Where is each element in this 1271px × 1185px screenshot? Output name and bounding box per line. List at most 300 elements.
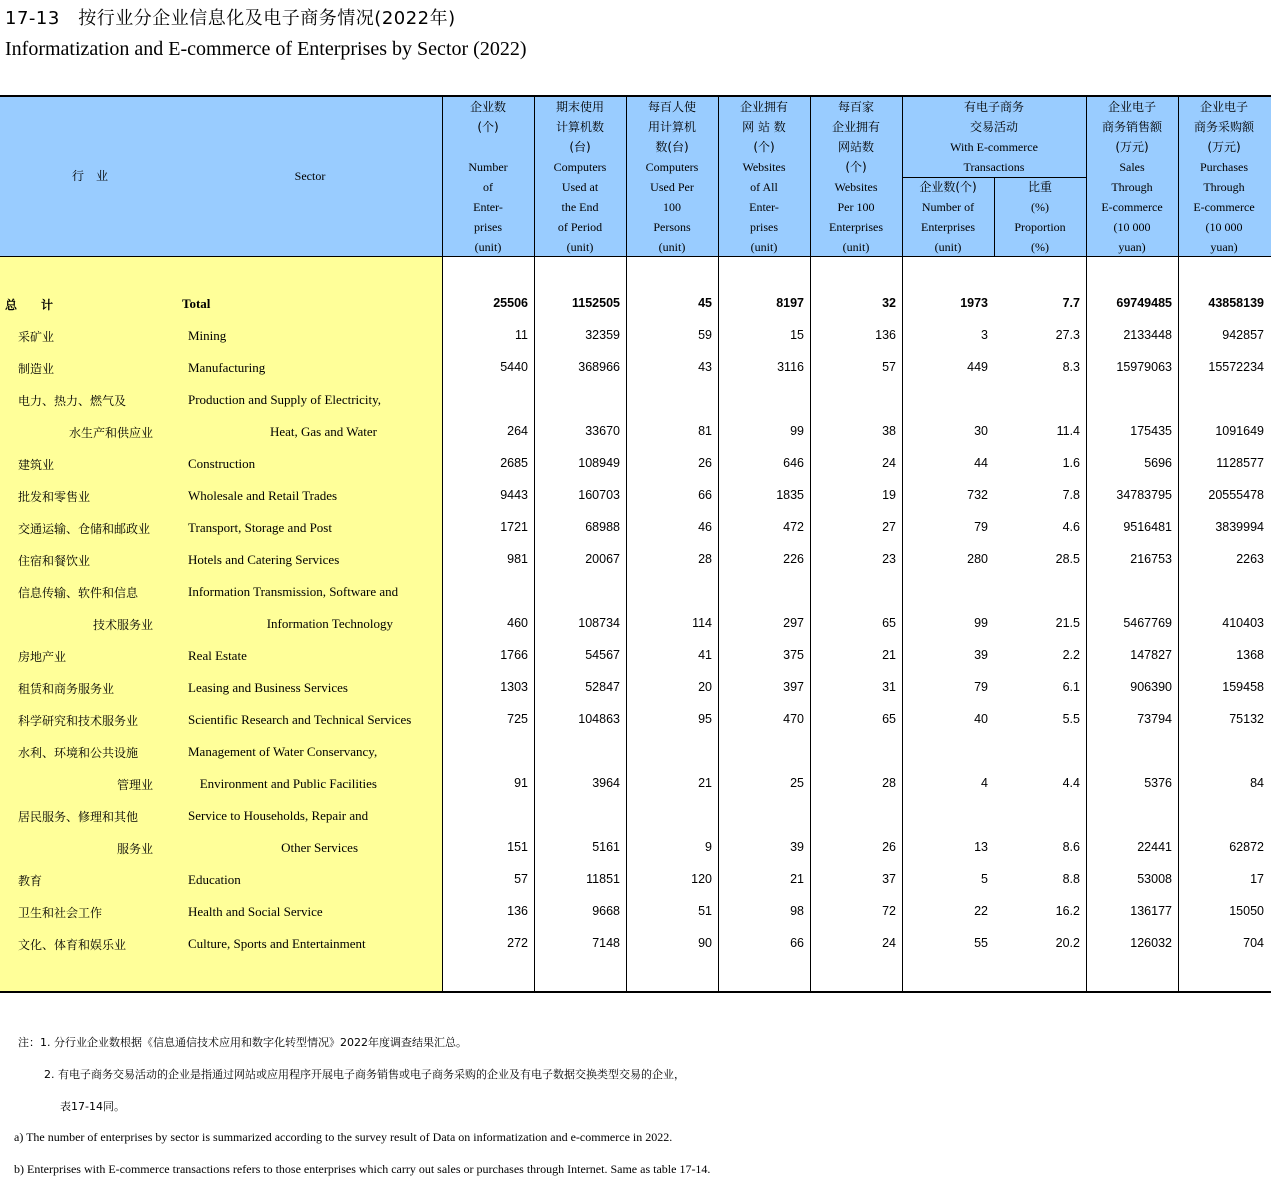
cell-value: 91 — [514, 776, 528, 790]
cell-value: 39 — [790, 840, 804, 854]
row-label-cn: 电力、热力、燃气及 — [18, 394, 127, 408]
cell-value: 43 — [698, 360, 712, 374]
cell-value: 32359 — [585, 328, 620, 342]
cell-value: 27 — [882, 520, 896, 534]
cell-value: 11 — [515, 328, 528, 342]
header-col-2 — [626, 97, 718, 257]
table-row — [0, 833, 1271, 865]
row-label-en: Culture, Sports and Entertainment — [188, 936, 366, 951]
cell-value: 65 — [882, 712, 896, 726]
header-col-4-line: Per 100 — [837, 200, 875, 214]
row-label-cn: 科学研究和技术服务业 — [18, 714, 139, 728]
header-col-0-line: of — [483, 180, 493, 194]
cell-value: 15 — [790, 328, 804, 342]
cell-value: 98 — [790, 904, 804, 918]
header-ecom-proportion-line: Proportion — [1014, 220, 1066, 234]
header-col-2-line: 用计算机 — [647, 120, 696, 134]
cell-value: 99 — [790, 424, 804, 438]
cell-value: 704 — [1243, 936, 1264, 950]
cell-value: 104863 — [578, 712, 620, 726]
table-row — [0, 577, 1271, 609]
header-col-4-line: 每百家 — [837, 100, 874, 114]
cell-value: 160703 — [578, 488, 620, 502]
header-col-1-line: Computers — [553, 160, 607, 174]
cell-value: 99 — [974, 616, 988, 630]
header-ecom-group-line: With E-commerce — [950, 140, 1038, 154]
table-row — [0, 545, 1271, 577]
header-col-purchases-line: Through — [1203, 180, 1245, 194]
cell-value: 24 — [882, 456, 896, 470]
table-row — [0, 609, 1271, 641]
row-label-cn: 租赁和商务服务业 — [18, 682, 115, 696]
cell-value: 79 — [974, 520, 988, 534]
cell-value: 66 — [790, 936, 804, 950]
table-row — [0, 641, 1271, 673]
cell-value: 272 — [507, 936, 528, 950]
cell-value: 30 — [974, 424, 988, 438]
cell-value: 297 — [783, 616, 804, 630]
cell-value: 21 — [882, 648, 896, 662]
cell-value: 15050 — [1229, 904, 1264, 918]
header-col-2-line: 每百人使 — [647, 100, 696, 114]
cell-value: 5 — [981, 872, 988, 886]
cell-value: 5161 — [592, 840, 620, 854]
cell-value: 8.8 — [1062, 872, 1080, 886]
row-label-en: Service to Households, Repair and — [188, 808, 369, 823]
cell-value: 90 — [698, 936, 712, 950]
header-ecom-proportion — [994, 177, 1086, 257]
cell-value: 5.5 — [1062, 712, 1080, 726]
cell-value: 28.5 — [1055, 552, 1080, 566]
header-col-3-line: (个) — [753, 140, 775, 154]
cell-value: 20 — [698, 680, 712, 694]
table-row — [0, 897, 1271, 929]
header-col-0 — [442, 97, 534, 257]
header-col-3-line: 网 站 数 — [742, 120, 786, 134]
row-label-cn: 教育 — [18, 874, 43, 888]
header-col-purchases — [1178, 97, 1270, 257]
header-ecom-group-line: Transactions — [963, 160, 1025, 174]
cell-value: 2.2 — [1062, 648, 1080, 662]
header-col-purchases-line: 商务采购额 — [1193, 120, 1254, 134]
cell-value: 264 — [507, 424, 528, 438]
header-col-purchases-line: (10 000 — [1205, 220, 1243, 234]
header-ecom-group-line: 交易活动 — [969, 120, 1018, 134]
header-col-0-line: (个) — [477, 120, 499, 134]
cell-value: 375 — [783, 648, 804, 662]
cell-value: 1721 — [500, 520, 528, 534]
cell-value: 65 — [882, 616, 896, 630]
cell-value: 27.3 — [1055, 328, 1080, 342]
cell-value: 21 — [790, 872, 804, 886]
cell-value: 25 — [790, 776, 804, 790]
table-row — [0, 481, 1271, 513]
row-label-en: Other Services — [281, 840, 358, 855]
row-label-en: Total — [182, 296, 211, 311]
cell-value: 280 — [967, 552, 988, 566]
cell-value: 51 — [698, 904, 712, 918]
cell-value: 59 — [698, 328, 712, 342]
header-ecom-proportion-line: (%) — [1031, 240, 1049, 254]
cell-value: 1303 — [500, 680, 528, 694]
row-label-cn: 文化、体育和娱乐业 — [18, 938, 127, 952]
cell-value: 1973 — [960, 296, 988, 310]
cell-value: 1091649 — [1215, 424, 1264, 438]
table-row — [0, 769, 1271, 801]
cell-value: 9443 — [500, 488, 528, 502]
header-col-sales — [1086, 97, 1178, 257]
cell-value: 4.6 — [1062, 520, 1080, 534]
header-col-4 — [810, 97, 902, 257]
cell-value: 175435 — [1130, 424, 1172, 438]
header-col-4-line: Enterprises — [829, 220, 883, 234]
cell-value: 120 — [691, 872, 712, 886]
table-row — [0, 737, 1271, 769]
header-col-1-line: of Period — [557, 220, 603, 234]
row-label-en: Management of Water Conservancy, — [188, 744, 378, 759]
cell-value: 81 — [698, 424, 712, 438]
row-label-en: Real Estate — [188, 648, 247, 663]
header-col-sales-line: (万元) — [1115, 140, 1149, 154]
cell-value: 79 — [974, 680, 988, 694]
cell-value: 3964 — [592, 776, 620, 790]
row-label-en: Production and Supply of Electricity, — [188, 392, 382, 407]
header-col-sales-line: E-commerce — [1101, 200, 1163, 214]
cell-value: 54567 — [585, 648, 620, 662]
cell-value: 1.6 — [1062, 456, 1080, 470]
header-col-3-line: (unit) — [750, 240, 778, 254]
cell-value: 7148 — [592, 936, 620, 950]
row-label-en: Manufacturing — [188, 360, 266, 375]
cell-value: 57 — [514, 872, 528, 886]
header-col-2-line: Computers — [645, 160, 699, 174]
header-col-0-line: Enter- — [473, 200, 503, 214]
cell-value: 21 — [698, 776, 712, 790]
cell-value: 22441 — [1137, 840, 1172, 854]
cell-value: 1766 — [500, 648, 528, 662]
row-label-cn: 卫生和社会工作 — [18, 906, 103, 920]
cell-value: 449 — [967, 360, 988, 374]
header-ecom-proportion-line: (%) — [1031, 200, 1049, 214]
row-label-en: Leasing and Business Services — [188, 680, 348, 695]
cell-value: 3839994 — [1215, 520, 1264, 534]
table-row — [0, 801, 1271, 833]
header-ecom-group-line: 有电子商务 — [963, 100, 1024, 114]
cell-value: 8197 — [776, 296, 804, 310]
row-label-cn: 管理业 — [116, 778, 153, 792]
cell-value: 1152505 — [572, 296, 620, 310]
header-col-4-line: (unit) — [842, 240, 870, 254]
header-col-0-line — [442, 137, 534, 157]
cell-value: 13 — [974, 840, 988, 854]
header-col-1-line: 计算机数 — [555, 120, 604, 134]
table-row — [0, 865, 1271, 897]
cell-value: 20067 — [585, 552, 620, 566]
header-industry-cn: 行 业 — [71, 169, 108, 183]
header-col-3 — [718, 97, 810, 257]
cell-value: 53008 — [1137, 872, 1172, 886]
row-label-cn: 水生产和供应业 — [68, 426, 153, 440]
cell-value: 95 — [698, 712, 712, 726]
cell-value: 5467769 — [1123, 616, 1172, 630]
cell-value: 906390 — [1130, 680, 1172, 694]
header-col-sales-line: (10 000 — [1113, 220, 1151, 234]
cell-value: 732 — [967, 488, 988, 502]
cell-value: 8.6 — [1062, 840, 1080, 854]
header-col-1-line: (unit) — [566, 240, 594, 254]
cell-value: 216753 — [1130, 552, 1172, 566]
row-label-cn: 采矿业 — [18, 330, 55, 344]
row-label-en: Construction — [188, 456, 256, 471]
cell-value: 2133448 — [1123, 328, 1172, 342]
ecom-sub-divider — [994, 177, 995, 256]
row-label-cn: 交通运输、仓储和邮政业 — [18, 522, 151, 536]
cell-value: 410403 — [1222, 616, 1264, 630]
row-label-cn: 技术服务业 — [92, 618, 153, 632]
row-label-cn: 房地产业 — [18, 650, 67, 664]
table-row — [0, 417, 1271, 449]
header-col-purchases-line: 企业电子 — [1199, 100, 1248, 114]
cell-value: 17 — [1250, 872, 1264, 886]
header-ecom-count-line: Number of — [921, 200, 975, 214]
cell-value: 108949 — [578, 456, 620, 470]
cell-value: 15979063 — [1116, 360, 1172, 374]
cell-value: 16.2 — [1055, 904, 1080, 918]
cell-value: 5696 — [1144, 456, 1172, 470]
row-label-cn: 总 计 — [5, 298, 54, 312]
table-row — [0, 705, 1271, 737]
cell-value: 147827 — [1130, 648, 1172, 662]
header-ecom-count-line: (unit) — [934, 240, 962, 254]
cell-value: 7.7 — [1062, 296, 1080, 310]
cell-value: 136 — [875, 328, 896, 342]
row-label-en: Mining — [188, 328, 227, 343]
cell-value: 57 — [882, 360, 896, 374]
cell-value: 66 — [698, 488, 712, 502]
cell-value: 11.4 — [1056, 424, 1080, 438]
cell-value: 15572234 — [1208, 360, 1264, 374]
table-row — [0, 449, 1271, 481]
cell-value: 9668 — [592, 904, 620, 918]
header-col-purchases-line: Purchases — [1200, 160, 1248, 174]
cell-value: 43858139 — [1208, 296, 1264, 310]
cell-value: 62872 — [1229, 840, 1264, 854]
cell-value: 75132 — [1229, 712, 1264, 726]
header-ecom-count-line: Enterprises — [921, 220, 975, 234]
cell-value: 26 — [882, 840, 896, 854]
cell-value: 23 — [882, 552, 896, 566]
cell-value: 68988 — [585, 520, 620, 534]
row-label-en: Heat, Gas and Water — [269, 424, 377, 439]
cell-value: 151 — [507, 840, 528, 854]
cell-value: 5440 — [500, 360, 528, 374]
cell-value: 4.4 — [1062, 776, 1080, 790]
row-label-cn: 水利、环境和公共设施 — [18, 746, 139, 760]
header-col-3-line: Websites — [742, 160, 786, 174]
header-col-purchases-line: E-commerce — [1193, 200, 1255, 214]
header-col-4-line: (个) — [845, 160, 867, 174]
table-row — [0, 353, 1271, 385]
cell-value: 460 — [507, 616, 528, 630]
cell-value: 20.2 — [1055, 936, 1080, 950]
row-label-en: Health and Social Service — [188, 904, 323, 919]
cell-value: 22 — [974, 904, 988, 918]
note-1-cn: 注：1. 分行业企业数根据《信息通信技术应用和数字化转型情况》2022年度调查结果汇总。 — [18, 1036, 467, 1049]
cell-value: 26 — [698, 456, 712, 470]
row-label-en: Information Technology — [266, 616, 393, 631]
row-label-cn: 批发和零售业 — [18, 490, 91, 504]
note-b-en: b) Enterprises with E-commerce transactions refers to those enterprises which carry out sales or purchases through Internet. Same as table 17-14. — [14, 1162, 711, 1176]
header-col-4-line: 网站数 — [837, 140, 874, 154]
header-col-purchases-line: yuan) — [1210, 240, 1238, 254]
cell-value: 25506 — [493, 296, 528, 310]
header-col-1 — [534, 97, 626, 257]
cell-value: 28 — [698, 552, 712, 566]
table-title-cn: 17-13 按行业分企业信息化及电子商务情况(2022年) — [5, 8, 456, 29]
header-col-sales-line: Sales — [1119, 160, 1145, 174]
cell-value: 136177 — [1130, 904, 1172, 918]
cell-value: 55 — [974, 936, 988, 950]
row-label-cn: 住宿和餐饮业 — [18, 554, 91, 568]
header-col-1-line: 期末使用 — [555, 100, 604, 114]
cell-value: 126032 — [1130, 936, 1172, 950]
header-col-0-line: (unit) — [474, 240, 502, 254]
cell-value: 368966 — [578, 360, 620, 374]
header-col-2-line: (unit) — [658, 240, 686, 254]
cell-value: 397 — [783, 680, 804, 694]
header-ecom-group — [902, 97, 1086, 177]
cell-value: 24 — [882, 936, 896, 950]
header-col-2-line: Used Per — [650, 180, 694, 194]
header-col-3-line: 企业拥有 — [739, 100, 788, 114]
cell-value: 31 — [882, 680, 896, 694]
row-label-cn: 信息传输、软件和信息 — [18, 586, 139, 600]
cell-value: 52847 — [585, 680, 620, 694]
header-col-3-line: Enter- — [749, 200, 779, 214]
cell-value: 11851 — [586, 872, 620, 886]
table-title-en: Informatization and E-commerce of Enterprises by Sector (2022) — [5, 38, 527, 60]
header-sector-en: Sector — [294, 169, 326, 183]
header-col-0-line: 企业数 — [469, 100, 506, 114]
cell-value: 32 — [882, 296, 896, 310]
cell-value: 21.5 — [1055, 616, 1080, 630]
cell-value: 3 — [981, 328, 988, 342]
cell-value: 2685 — [500, 456, 528, 470]
cell-value: 37 — [882, 872, 896, 886]
cell-value: 3116 — [777, 360, 804, 374]
cell-value: 114 — [692, 616, 712, 630]
cell-value: 6.1 — [1062, 680, 1080, 694]
header-col-4-line: Websites — [834, 180, 878, 194]
cell-value: 44 — [974, 456, 988, 470]
cell-value: 7.8 — [1062, 488, 1080, 502]
cell-value: 646 — [783, 456, 804, 470]
table-row — [0, 321, 1271, 353]
cell-value: 72 — [882, 904, 896, 918]
header-col-1-line: (台) — [569, 140, 591, 154]
header-col-2-line: 100 — [663, 200, 681, 214]
cell-value: 28 — [882, 776, 896, 790]
cell-value: 45 — [698, 296, 712, 310]
header-col-sales-line: yuan) — [1118, 240, 1146, 254]
note-2-cn-cont: 表17-14同。 — [60, 1100, 125, 1113]
cell-value: 38 — [882, 424, 896, 438]
cell-value: 942857 — [1222, 328, 1264, 342]
cell-value: 1368 — [1236, 648, 1264, 662]
row-label-en: Scientific Research and Technical Services — [188, 712, 412, 727]
header-col-purchases-line: (万元) — [1207, 140, 1241, 154]
cell-value: 472 — [783, 520, 804, 534]
table-row — [0, 289, 1271, 321]
cell-value: 725 — [507, 712, 528, 726]
cell-value: 470 — [783, 712, 804, 726]
cell-value: 159458 — [1222, 680, 1264, 694]
header-col-2-line: 数(台) — [655, 140, 689, 154]
header-col-sales-line: 商务销售额 — [1101, 120, 1162, 134]
header-col-2-line: Persons — [653, 220, 691, 234]
row-label-cn: 建筑业 — [18, 458, 55, 472]
table-row — [0, 673, 1271, 705]
header-col-1-line: Used at — [561, 180, 599, 194]
header-col-1-line: the End — [561, 200, 599, 214]
cell-value: 19 — [882, 488, 896, 502]
cell-value: 108734 — [578, 616, 620, 630]
cell-value: 84 — [1250, 776, 1264, 790]
row-label-cn: 制造业 — [18, 362, 55, 376]
cell-value: 226 — [783, 552, 804, 566]
row-label-cn: 居民服务、修理和其他 — [18, 810, 139, 824]
cell-value: 41 — [698, 648, 712, 662]
cell-value: 136 — [507, 904, 528, 918]
cell-value: 34783795 — [1116, 488, 1172, 502]
header-ecom-proportion-line: 比重 — [1027, 180, 1052, 194]
row-label-cn: 服务业 — [116, 842, 153, 856]
row-label-en: Information Transmission, Software and — [188, 584, 399, 599]
cell-value: 1835 — [776, 488, 804, 502]
cell-value: 39 — [974, 648, 988, 662]
row-label-en: Transport, Storage and Post — [188, 520, 332, 535]
cell-value: 9516481 — [1123, 520, 1172, 534]
cell-value: 40 — [974, 712, 988, 726]
row-label-en: Hotels and Catering Services — [188, 552, 340, 567]
cell-value: 2263 — [1236, 552, 1264, 566]
table-row — [0, 513, 1271, 545]
cell-value: 46 — [698, 520, 712, 534]
cell-value: 981 — [507, 552, 528, 566]
table-row — [0, 385, 1271, 417]
cell-value: 4 — [981, 776, 988, 790]
row-label-en: Education — [188, 872, 241, 887]
cell-value: 73794 — [1137, 712, 1172, 726]
header-col-0-line: prises — [474, 220, 502, 234]
cell-value: 5376 — [1144, 776, 1172, 790]
row-label-en: Wholesale and Retail Trades — [188, 488, 338, 503]
cell-value: 1128577 — [1216, 456, 1264, 470]
header-col-4-line: 企业拥有 — [831, 120, 880, 134]
cell-value: 9 — [705, 840, 712, 854]
header-ecom-count — [902, 177, 994, 257]
header-col-3-line: prises — [750, 220, 778, 234]
cell-value: 8.3 — [1062, 360, 1080, 374]
header-col-sales-line: 企业电子 — [1107, 100, 1156, 114]
header-col-0-line: Number — [468, 160, 508, 174]
table-row — [0, 929, 1271, 961]
header-col-sales-line: Through — [1111, 180, 1153, 194]
cell-value: 33670 — [585, 424, 620, 438]
header-col-3-line: of All — [750, 180, 778, 194]
cell-value: 69749485 — [1116, 296, 1172, 310]
note-a-en: a) The number of enterprises by sector is summarized according to the survey result of Data on informatization and e-commerce in 2022. — [14, 1130, 673, 1144]
